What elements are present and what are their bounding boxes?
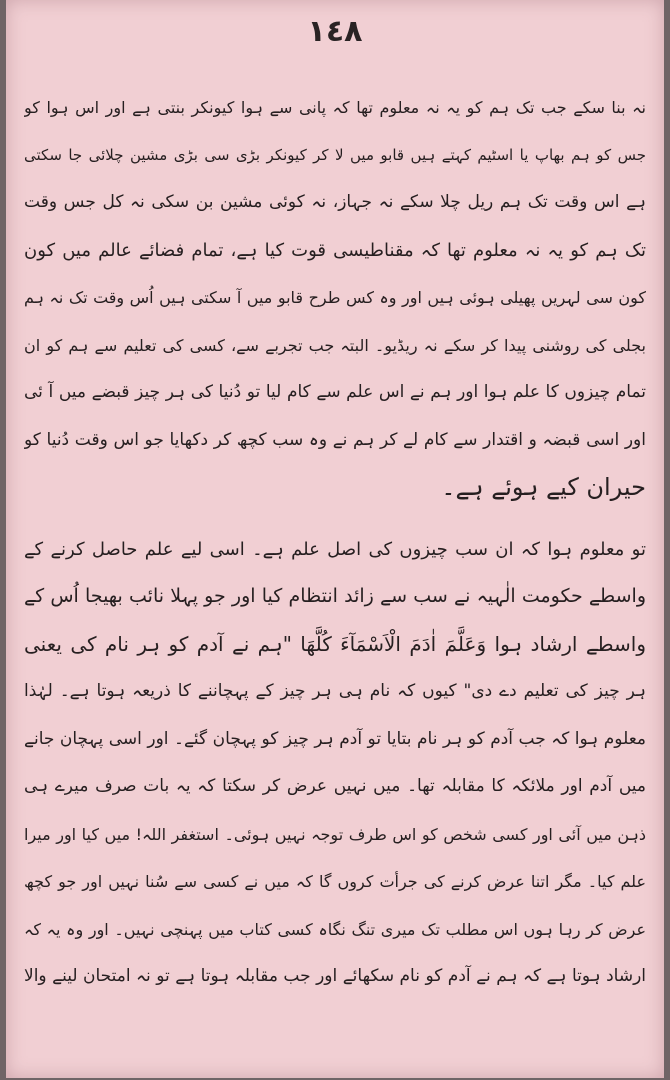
text-line: ہے اس وقت تک ہم ریل چلا سکے نہ جہاز، نہ کوئی مشین بن سکی نہ کل جس وقت (24, 192, 646, 212)
text-line: معلوم ہوا کہ جب آدم کو ہر نام بتایا تو آدم ہر چیز کو پہچان گئے۔ اور اسی پہچان جانے (24, 728, 646, 749)
body-text (24, 84, 646, 1001)
book-page (6, 0, 664, 1078)
paragraph-2 (24, 526, 646, 1001)
text-line: واسطے ارشاد ہوا وَعَلَّمَ اٰدَمَ الْاَسْمَآءَ کُلَّهَا "ہم نے آدم کو ہر نام کی یعنی (24, 631, 646, 656)
text-line: تک ہم کو یہ نہ معلوم تھا کہ مقناطیسی قوت کیا ہے، تمام فضائے عالم میں کون (24, 239, 646, 261)
page-number: ١٤٨ (307, 14, 363, 49)
text-line: جس کو ہم بھاپ یا اسٹیم کہتے ہیں قابو میں لا کر کیونکر بڑی سی بڑی مشین چلائی جا سکتی (24, 145, 646, 164)
text-line: عرض کر رہا ہوں اس مطلب تک میری تنگ نگاہ کسی کتاب میں پہنچی نہیں۔ اور وہ یہ کہ (24, 919, 646, 939)
text-line: ذہن میں آئی اور کسی شخص کو اس طرف توجہ نہیں ہوئی۔ استغفر اللہ! میں کیا اور میرا (24, 824, 646, 844)
text-line: حیران کیے ہوئے ہے۔ (441, 473, 646, 501)
paragraph-gap (24, 512, 646, 526)
text-line: میں آدم اور ملائکہ کا مقابلہ تھا۔ میں نہیں عرض کر سکتا کہ یہ بات صرف میرے ہی (24, 776, 646, 796)
paragraph-1 (24, 84, 646, 512)
text-line: ہر چیز کی تعلیم دے دی" کیوں کہ نام ہی ہر چیز کے پہچاننے کا ذریعہ ہوتا ہے۔ لہٰذا (24, 681, 646, 701)
text-line: کون سی لہریں پھیلی ہوئی ہیں اور وہ کس طرح قابو میں آ سکتی ہیں اُس وقت تک نہ ہم (24, 288, 646, 307)
text-line: اور اسی قبضہ و اقتدار سے کام لے کر ہم نے وہ سب کچھ کر دکھایا جو اس وقت دُنیا کو (24, 429, 646, 450)
text-line: ارشاد ہوتا ہے کہ ہم نے آدم کو نام سکھائے اور جب مقابلہ ہوتا ہے تو نہ امتحان لینے والا (24, 966, 646, 986)
text-line: نہ بنا سکے جب تک ہم کو یہ نہ معلوم تھا کہ پانی سے ہوا کیونکر بنتی ہے اور اس ہوا کو (24, 98, 646, 117)
text-line: بجلی کی روشنی پیدا کر سکے نہ ریڈیو۔ البتہ جب تجربے سے، کسی کی تعلیم سے ہم کو ان (24, 335, 646, 355)
text-line: واسطے حکومت الٰہیہ نے سب سے زائد انتظام کیا اور جو پہلا نائب بھیجا اُس کے (24, 585, 646, 607)
text-line: تمام چیزوں کا علم ہوا اور ہم نے اس علم سے کام لیا تو دُنیا کی ہر چیز قبضے میں آ ئی (24, 382, 646, 402)
text-line: علم کیا۔ مگر اتنا عرض کرنے کی جرأت کروں گا کہ میں نے کسی سے سُنا نہیں اور جو کچھ (24, 872, 646, 891)
text-line: تو معلوم ہوا کہ ان سب چیزوں کی اصل علم ہے۔ اسی لیے علم حاصل کرنے کے (24, 538, 646, 560)
